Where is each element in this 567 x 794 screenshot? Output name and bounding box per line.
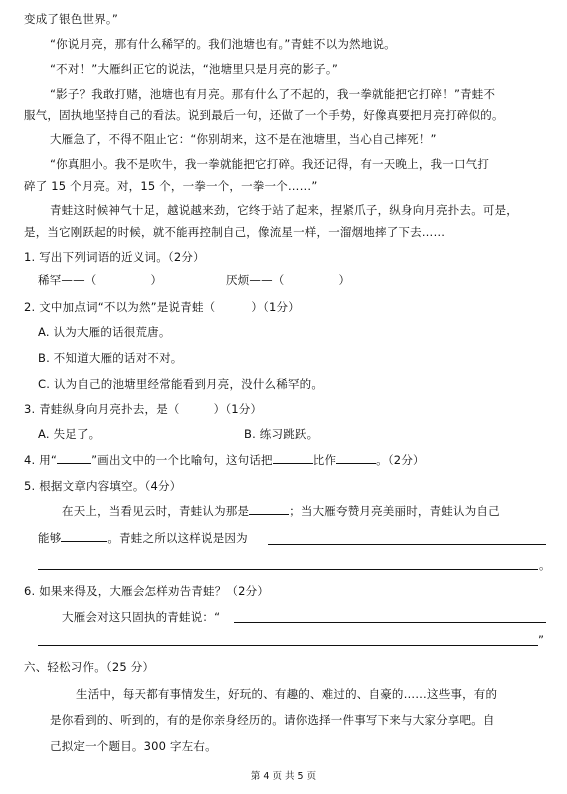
q5-answer-line-2[interactable]	[38, 569, 538, 570]
q1-item-b: 厌烦——（ ）	[226, 273, 351, 287]
q1-item-a: 稀罕——（ ）	[38, 273, 163, 287]
story-line-6: 大雁急了，不得不阻止它：“你别胡来，这不是在池塘里，当心自己摔死！”	[50, 132, 437, 146]
story-line-8: 碎了 15 个月亮。对，15 个，一拳一个，一拳一个……”	[24, 179, 318, 193]
page-footer: 第 4 页 共 5 页	[250, 771, 317, 782]
q4-object-blank[interactable]	[336, 452, 376, 464]
section6-para-2: 是你看到的、听到的，有的是你亲身经历的。请你选择一件事写下来与大家分享吧。自	[50, 713, 495, 727]
section6-title: 六、轻松习作。（25 分）	[24, 660, 155, 674]
q5-line-1: 在天上，当看见云时，青蛙认为那是 ；当大雁夸赞月亮美丽时，青蛙认为自己	[62, 504, 500, 518]
q3-option-a: A. 失足了。	[38, 427, 101, 441]
q5-end-mark: 。	[539, 558, 551, 572]
story-line-9: 青蛙这时候神气十足，越说越来劲，它终于站了起来，捏紧爪子，纵身向月亮扑去。可是，	[50, 203, 518, 217]
q2-option-c: C. 认为自己的池塘里经常能看到月亮，没什么稀罕的。	[38, 377, 324, 391]
q6-lead: 大雁会对这只固执的青蛙说：“	[62, 610, 221, 624]
story-line-7: “你真胆小。我不是吹牛，我一拳就能把它打碎。我还记得，有一天晚上，我一口气打	[50, 157, 490, 171]
story-line-1: 变成了银色世界。”	[24, 12, 119, 26]
q6-end-quote: ”	[538, 633, 545, 647]
q4-subject-blank[interactable]	[273, 452, 313, 464]
q6-answer-line-2[interactable]	[38, 645, 538, 646]
q5-line-2: 能够 。青蛙之所以这样说是因为	[38, 531, 248, 545]
q3-title: 3. 青蛙纵身向月亮扑去，是（ ）（1分）	[24, 402, 263, 416]
section6-para-1: 生活中，每天都有事情发生，好玩的、有趣的、难过的、自豪的……这些事，有的	[76, 687, 498, 701]
q4-title: 4. 用“ ”画出文中的一个比喻句，这句话把 比作 。（2分）	[24, 453, 425, 467]
story-line-4: “影子？我敢打赌，池塘也有月亮。那有什么了不起的，我一拳就能把它打碎！”青蛙不	[50, 87, 496, 101]
q3-option-b: B. 练习跳跃。	[244, 427, 319, 441]
story-line-10: 是，当它刚跃起的时候，就不能再控制自己，像流星一样，一溜烟地摔了下去……	[24, 225, 446, 239]
story-line-5: 服气，固执地坚持自己的看法。说到最后一句，还做了一个手势，好像真要把月亮打碎似的。	[24, 108, 504, 122]
section6-para-3: 己拟定一个题目。300 字左右。	[50, 739, 217, 753]
q4-symbol-blank[interactable]	[57, 452, 91, 464]
q1-title: 1. 写出下列词语的近义词。（2分）	[24, 250, 205, 264]
story-line-3: “不对！”大雁纠正它的说法，“池塘里只是月亮的影子。”	[50, 62, 338, 76]
q5-blank-1[interactable]	[249, 503, 289, 515]
q6-answer-line-1[interactable]	[234, 622, 546, 623]
story-line-2: “你说月亮，那有什么稀罕的。我们池塘也有。”青蛙不以为然地说。	[50, 37, 396, 51]
q5-blank-2[interactable]	[61, 530, 107, 542]
q2-option-a: A. 认为大雁的话很荒唐。	[38, 325, 171, 339]
q2-title: 2. 文中加点词“不以为然”是说青蛙（ ）（1分）	[24, 300, 300, 314]
q5-answer-line-1[interactable]	[268, 544, 546, 545]
q2-option-b: B. 不知道大雁的话对不对。	[38, 351, 183, 365]
q6-title: 6. 如果来得及，大雁会怎样劝告青蛙？（2分）	[24, 584, 270, 598]
q5-title: 5. 根据文章内容填空。（4分）	[24, 479, 182, 493]
